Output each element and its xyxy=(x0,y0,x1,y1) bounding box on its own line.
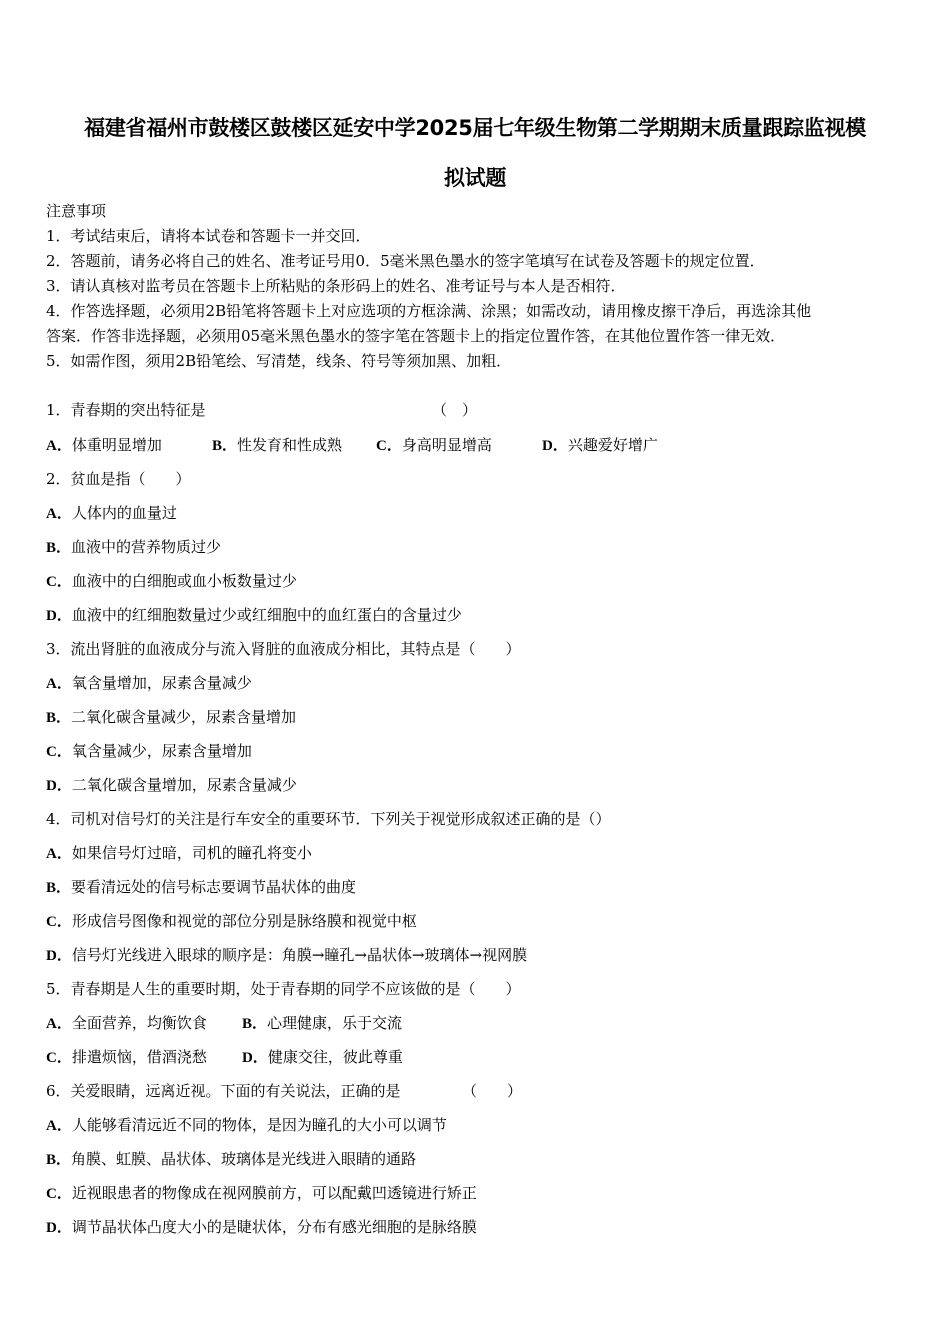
question-5-option-d xyxy=(242,1047,403,1068)
option-label: C． xyxy=(46,914,72,930)
question-1-option-b xyxy=(212,435,342,456)
question-2-option-a xyxy=(46,503,177,524)
option-label: C． xyxy=(46,1186,72,1202)
option-text: 调节晶状体凸度大小的是睫状体，分布有感光细胞的是脉络膜 xyxy=(71,1218,477,1236)
question-6-option-c xyxy=(46,1183,477,1204)
option-label: D． xyxy=(46,1220,72,1236)
notice-item-4-cont: 答案．作答非选择题，必须用05毫米黑色墨水的签字笔在答题卡上的指定位置作答，在其他位置作答一律无效． xyxy=(46,327,786,345)
option-text: 角膜、虹膜、晶状体、玻璃体是光线进入眼睛的通路 xyxy=(71,1150,417,1168)
notice-item-4: 4．作答选择题，必须用2B铅笔将答题卡上对应选项的方框涂满、涂黑；如需改动，请用橡皮擦干净后，再选涂其他 xyxy=(46,302,812,320)
option-text: 血液中的白细胞或血小板数量过少 xyxy=(71,572,297,590)
question-5-stem: 5．青春期是人生的重要时期，处于青春期的同学不应该做的是（ ） xyxy=(46,980,521,998)
option-label: B． xyxy=(46,540,72,556)
notice-item-5: 5．如需作图，须用2B铅笔绘、写清楚，线条、符号等须加黑、加粗． xyxy=(46,352,512,370)
option-text: 兴趣爱好增广 xyxy=(567,436,658,454)
option-text: 全面营养，均衡饮食 xyxy=(71,1014,207,1032)
option-text: 人体内的血量过 xyxy=(71,504,177,522)
question-3-stem: 3．流出肾脏的血液成分与流入肾脏的血液成分相比，其特点是（ ） xyxy=(46,640,521,658)
option-text: 人能够看清远近不同的物体，是因为瞳孔的大小可以调节 xyxy=(71,1116,447,1134)
option-label: D． xyxy=(542,438,568,454)
option-text: 如果信号灯过暗，司机的瞳孔将变小 xyxy=(71,844,312,862)
option-label: A． xyxy=(46,506,72,522)
option-text: 排遣烦恼，借酒浇愁 xyxy=(71,1048,207,1066)
option-text: 氧含量增加，尿素含量减少 xyxy=(71,674,252,692)
document-title-line-1: 福建省福州市鼓楼区鼓楼区延安中学2025届七年级生物第二学期期末质量跟踪监视模 xyxy=(84,116,866,140)
option-text: 信号灯光线进入眼球的顺序是：角膜→瞳孔→晶状体→玻璃体→视网膜 xyxy=(71,946,528,964)
option-label: B． xyxy=(46,1152,72,1168)
option-label: A． xyxy=(46,1016,72,1032)
option-label: A． xyxy=(46,676,72,692)
question-2-option-c xyxy=(46,571,297,592)
option-text: 氧含量减少，尿素含量增加 xyxy=(71,742,252,760)
question-3-option-c xyxy=(46,741,252,762)
option-label: B． xyxy=(242,1016,268,1032)
question-2-option-d xyxy=(46,605,462,626)
option-label: B． xyxy=(46,710,72,726)
question-4-stem: 4．司机对信号灯的关注是行车安全的重要环节．下列关于视觉形成叙述正确的是（） xyxy=(46,810,611,828)
question-5-option-b xyxy=(242,1013,402,1034)
question-4-option-d xyxy=(46,945,527,966)
option-label: D． xyxy=(242,1050,268,1066)
notice-item-3: 3．请认真核对监考员在答题卡上所粘贴的条形码上的姓名、准考证号与本人是否相符． xyxy=(46,277,626,295)
notice-item-1: 1．考试结束后，请将本试卷和答题卡一并交回． xyxy=(46,227,371,245)
question-6-paren: （ ） xyxy=(462,1082,523,1100)
question-1-option-c xyxy=(376,435,492,456)
option-label: C． xyxy=(46,744,72,760)
option-text: 心理健康，乐于交流 xyxy=(267,1014,403,1032)
question-5-option-c xyxy=(46,1047,207,1068)
option-text: 血液中的红细胞数量过少或红细胞中的血红蛋白的含量过少 xyxy=(71,606,462,624)
question-4-option-b xyxy=(46,877,356,898)
option-label: C． xyxy=(46,574,72,590)
option-label: A． xyxy=(46,438,72,454)
option-text: 健康交往，彼此尊重 xyxy=(267,1048,403,1066)
option-label: A． xyxy=(46,1118,72,1134)
option-label: B． xyxy=(212,438,238,454)
option-text: 血液中的营养物质过少 xyxy=(71,538,222,556)
question-1-paren: （ ） xyxy=(432,401,478,419)
question-4-option-c xyxy=(46,911,417,932)
option-text: 性发育和性成熟 xyxy=(237,436,343,454)
option-text: 二氧化碳含量增加，尿素含量减少 xyxy=(71,776,297,794)
option-text: 二氧化碳含量减少，尿素含量增加 xyxy=(71,708,297,726)
question-1-stem xyxy=(46,400,206,420)
option-label: B． xyxy=(46,880,72,896)
question-2-stem: 2．贫血是指（ ） xyxy=(46,470,191,488)
question-1-text: 1．青春期的突出特征是 xyxy=(46,401,206,419)
option-label: C． xyxy=(376,438,402,454)
question-6-option-b xyxy=(46,1149,416,1170)
option-label: A． xyxy=(46,846,72,862)
option-text: 身高明显增高 xyxy=(401,436,492,454)
question-4-option-a xyxy=(46,843,312,864)
question-2-option-b xyxy=(46,537,221,558)
option-label: D． xyxy=(46,778,72,794)
option-text: 近视眼患者的物像成在视网膜前方，可以配戴凹透镜进行矫正 xyxy=(71,1184,477,1202)
option-label: D． xyxy=(46,608,72,624)
question-3-option-b xyxy=(46,707,296,728)
notice-item-2: 2．答题前，请务必将自己的姓名、准考证号用0．5毫米黑色墨水的签字笔填写在试卷及答题卡的规定位置． xyxy=(46,252,765,270)
question-6-option-d xyxy=(46,1217,477,1238)
question-1-option-d xyxy=(542,435,658,456)
question-3-option-a xyxy=(46,673,252,694)
question-6-option-a xyxy=(46,1115,447,1136)
option-text: 形成信号图像和视觉的部位分别是脉络膜和视觉中枢 xyxy=(71,912,417,930)
document-title-line-2: 拟试题 xyxy=(443,166,507,190)
option-text: 体重明显增加 xyxy=(71,436,162,454)
question-5-option-a xyxy=(46,1013,207,1034)
question-1-option-a xyxy=(46,435,162,456)
question-6-stem: 6．关爱眼睛，远离近视。下面的有关说法，正确的是 xyxy=(46,1082,401,1100)
option-label: D． xyxy=(46,948,72,964)
notice-heading: 注意事项 xyxy=(46,202,107,220)
option-label: C． xyxy=(46,1050,72,1066)
option-text: 要看清远处的信号标志要调节晶状体的曲度 xyxy=(71,878,357,896)
question-3-option-d xyxy=(46,775,297,796)
